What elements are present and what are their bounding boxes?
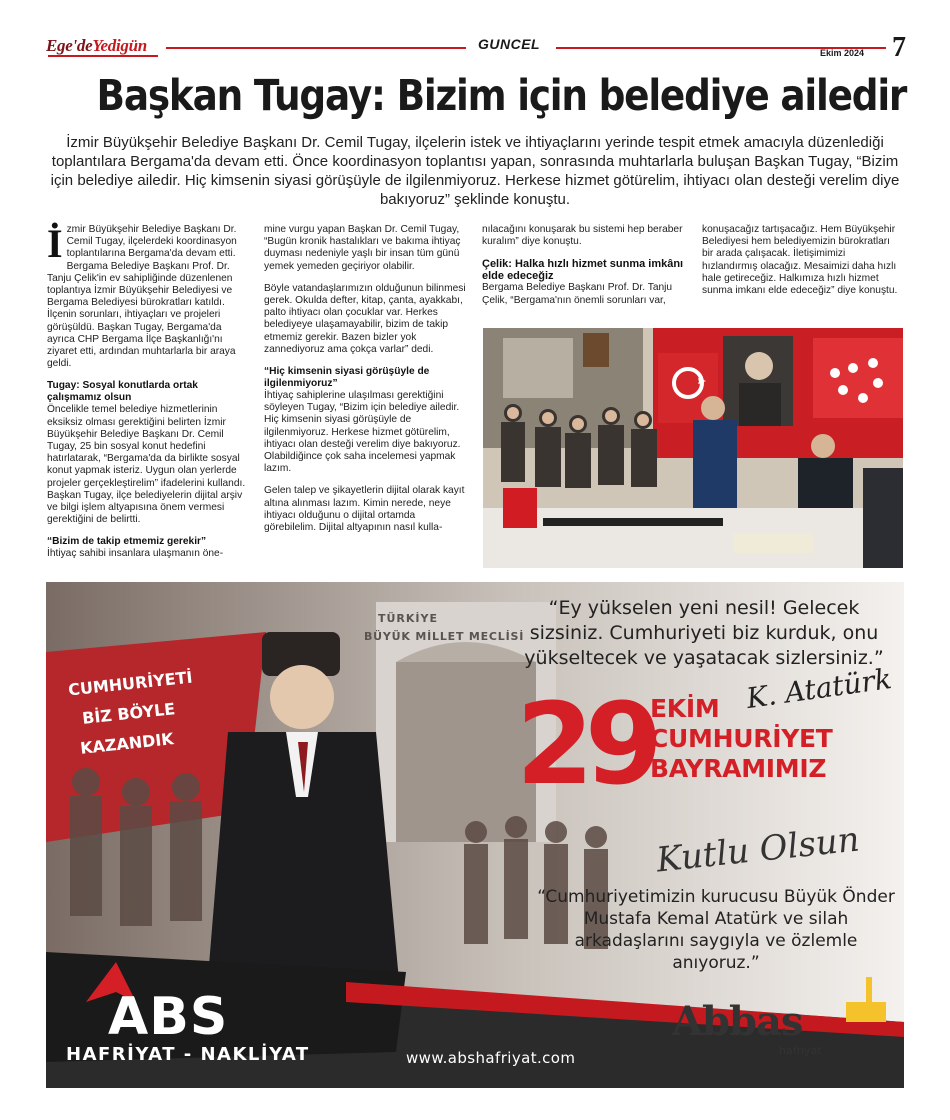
header-rule-left [166,47,466,49]
article-column-4 [702,224,902,307]
subheading: Tugay: Sosyal konutlarda ortak çalışmamız olsun [47,380,198,404]
abs-logo: ABS [108,987,229,1047]
issue-date: Ekim 2024 [820,48,865,58]
article-column-3 [482,224,687,317]
paragraph: Öncelikle temel belediye hizmetlerinin eksiksiz olması gerektiğini belirten İzmir Büyükşehir Belediye Başkanı Dr. Cemil Tugay, 25 bin sosyal konut hedefini hatırlatarak, “Bergama'da da birlikte sosyal konut yapmak isteriz. Uygun olan yerlerde projeler gerçekleştirelim” ifadelerini kullandı. Başkan Tugay, ilçe belediyelerin dijital arşiv ve bilgi işlem altyapısına önem vermesi gerektiğini de belirtti. [47,404,246,526]
tbmm-sign-line1: TÜRKİYE [378,612,439,625]
article-column-1 [47,221,247,571]
greeting-script: Kutlu Olsun [654,819,862,881]
page-number: 7 [892,32,906,63]
article-lead: İzmir Büyükşehir Belediye Başkanı Dr. Cemil Tugay, ilçelerin istek ve ihtiyaçlarını yerinde tespit etmek amacıyla düzenlediği toplantılara Bergama'da devam etti. Önce koordinasyon toplantısı yapan, sonrasında muhtarlarla buluşan Başkan Tugay, “Bizim için belediye ailedir. Hiç kimsenin siyasi görüşüyle de ilgilenmiyoruz. Herkese hizmet götürelim, ihtiyacı olan desteği verelim diye bakıyoruz” şeklinde konuştu. [50,134,900,208]
holiday-title-line2: CUMHURİYET [650,724,833,753]
subheading: “Hiç kimsenin siyasi görüşüyle de ilgilenmiyoruz” [264,366,430,390]
abbas-logo-sub: hafriyat [779,1044,822,1057]
section-label: GUNCEL [478,36,541,52]
article-headline: Başkan Tugay: Bizim için belediye ailedir [96,71,907,121]
article-column-2 [264,224,470,544]
paragraph: İhtiyaç sahiplerine ulaşılması gerektiğini söyleyen Tugay, “Bizim için belediye ailedir. Hiç kimsenin siyasi görüşüyle de ilgilenmiyoruz. Herkese hizmet götürelim, ihtiyacı olan desteği verelim diye bakıyoruz. Olabildiğince çok saha incelemesi yapmak lazım. [264,390,461,475]
commemoration-text: “Cumhuriyetimizin kurucusu Büyük Önder Mustafa Kemal Atatürk ve silah arkadaşlarını saygıyla ve özlemle anıyoruz.” [537,887,895,973]
tbmm-sign-line2: BÜYÜK MİLLET MECLİSİ [364,630,525,643]
banner-text-2: BİZ BÖYLE [81,699,177,728]
subheading: Çelik: Halka hızlı hizmet sunma imkânı elde edeceğiz [482,258,684,283]
holiday-title-line3: BAYRAMIMIZ [650,754,827,783]
drop-cap: İ [47,221,63,266]
company-website: www.abshafriyat.com [406,1049,576,1067]
logo-part1: Ege'de [46,36,93,55]
news-photo [483,328,903,568]
abbas-logo: Abbas [672,998,803,1045]
logo-underline [48,55,158,57]
paragraph: İhtiyaç sahibi insanlara ulaşmanın öne- [47,548,224,560]
paragraph: nılacağını konuşarak bu sistemi hep beraber kuralım” diye konuştu. [482,224,683,248]
holiday-title [650,694,833,784]
paragraph: Böyle vatandaşlarımızın olduğunun bilinmesi gerek. Okulda defter, kitap, çanta, ayakkabı, palto ihtiyacı olan çocuklar var. Herkes belediyeye ulaşamayabilir, bizim de takip etmemiz gerekir. Bazen bizler yok zannediyoruz ama çokça varlar” dedi. [264,282,466,355]
masthead [46,30,906,64]
paragraph: zmir Büyükşehir Belediye Başkanı Dr. Cemil Tugay, ilçelerdeki koordinasyon toplantılarına Bergama'da devam etti. Bergama Belediye Başkanı Prof. Dr. Tanju Çelik'in ev sahipliğinde düzenlenen toplantıya İzmir Büyükşehir Belediyesi ve Bergama Belediyesi bürokratları katıldı. İlçenin sorunları, ihtiyaçları ve projeleri görüşüldü. Başkan Tugay, Bergama'da ayrıca CHP Bergama İlçe Başkanlığı'nı ziyaret etti, ardından muhtarlarla bir araya geldi. [47,224,237,370]
republic-day-advert [46,582,904,1088]
ataturk-signature: K. Atatürk [744,661,894,716]
paragraph: mine vurgu yapan Başkan Dr. Cemil Tugay, “Bugün kronik hastalıkları ve bakıma ihtiyaç duyması nedeniyle yaşlı bir insan tüm günü yemek yemeden geçiriyor olabilir. [264,224,461,272]
banner-text-1: CUMHURİYETİ [67,667,194,700]
banner-text-3: KAZANDIK [79,729,175,758]
logo-part2: Yedigün [92,36,147,55]
subheading: “Bizim de takip etmemiz gerekir” [47,536,207,548]
newspaper-logo [46,36,147,56]
meeting-photo-illustration [483,328,903,568]
paragraph: Gelen talep ve şikayetlerin dijital olarak kayıt altına alınması lazım. Kimin nerede, neye ihtiyacı olduğunu o dijital ortamda görebilelim. Dijital altyapının nasıl kulla- [264,485,465,534]
ataturk-quote: “Ey yükselen yeni nesil! Gelecek sizsiniz. Cumhuriyeti biz kurduk, onu yükseltecek ve yaşatacak sizlersiniz.” [524,597,884,669]
paragraph: Bergama Belediye Başkanı Prof. Dr. Tanju Çelik, “Bergama'nın önemli sorunları var, [482,282,673,306]
day-number: 29 [516,680,654,810]
holiday-title-line1: EKİM [650,694,720,723]
company-tagline: HAFRİYAT - NAKLİYAT [66,1044,310,1065]
paragraph: konuşacağız tartışacağız. Hem Büyükşehir Belediyesi hem belediyemizin bürokratları bir arada çalışacak. İletişimimizi hızlandırmış olacağız. Mesaimizi daha hızlı hale getireceğiz. Halkımıza hızlı hizmet sunma imkanı elde edeceğiz” diye konuştu. [702,224,898,297]
